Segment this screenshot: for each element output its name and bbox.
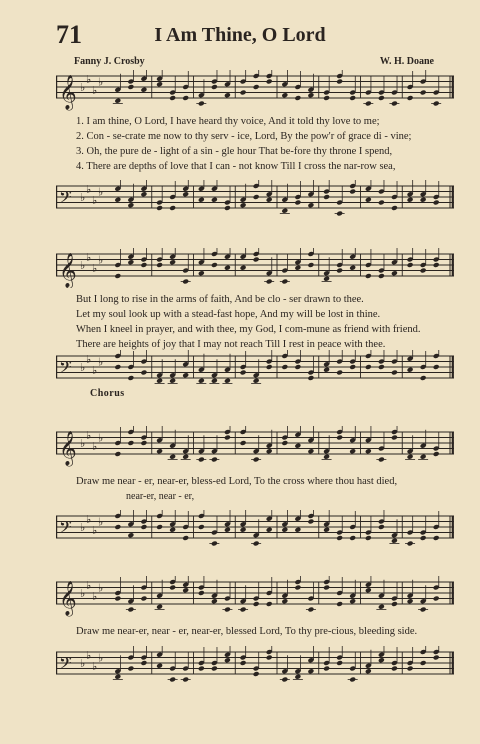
verse-line-1: 1. I am thine, O Lord, I have heard thy voice, And it told thy love to me; [76,116,380,127]
svg-text:♭: ♭ [80,521,86,534]
svg-text:♭: ♭ [98,431,104,445]
svg-text:♭: ♭ [86,512,92,526]
svg-text:♭: ♭ [92,589,98,603]
svg-text:𝄞: 𝄞 [59,581,77,616]
music-staff [56,646,454,694]
music-staff [56,510,454,558]
svg-text:♭: ♭ [98,581,104,595]
svg-text:♭: ♭ [86,648,92,662]
lyricist-credit: Fanny J. Crosby [74,56,145,67]
svg-text:𝄢: 𝄢 [59,357,72,381]
svg-text:♭: ♭ [92,363,98,377]
verses-block-1 [76,114,460,174]
svg-text:♭: ♭ [80,587,86,600]
verse-line-3: 3. Oh, the pure de - light of a sin - gle hour That be-fore thy throne I spend, [76,146,393,157]
music-staff [56,180,454,228]
verses-block-2 [76,292,460,352]
svg-text:♭: ♭ [92,193,98,207]
svg-text:𝄞: 𝄞 [59,75,77,110]
svg-text:♭: ♭ [86,250,92,264]
music-staff [56,576,454,620]
svg-text:𝄢: 𝄢 [59,517,72,541]
svg-text:♭: ♭ [92,83,98,97]
chorus-line-2: Draw me near-er, near - er, near-er, blessed Lord, To thy pre-cious, bleeding side. [76,626,418,637]
svg-text:♭: ♭ [92,439,98,453]
verse-line-2: Let my soul look up with a stead-fast hope, And my will be lost in thine. [76,309,381,320]
svg-text:♭: ♭ [92,659,98,673]
svg-text:♭: ♭ [98,355,104,369]
chorus-echo-line: near-er, near - er, [126,491,195,502]
composer-credit: W. H. Doane [379,56,434,67]
svg-text:♭: ♭ [86,352,92,366]
music-staff [56,70,454,114]
hymn-title: I Am Thine, O Lord [154,24,326,46]
svg-text:♭: ♭ [80,437,86,450]
verse-line-1: But I long to rise in the arms of faith, And be clo - ser drawn to thee. [76,294,364,305]
svg-text:♭: ♭ [92,261,98,275]
svg-text:𝄞: 𝄞 [59,431,77,466]
chorus-line-1: Draw me near - er, near-er, bless-ed Lord, To the cross where thou hast died, [76,476,398,487]
music-staff [56,248,454,288]
svg-text:♭: ♭ [86,72,92,86]
verse-line-3: When I kneel in prayer, and with thee, my God, I com-mune as friend with friend. [76,324,421,335]
svg-text:♭: ♭ [86,428,92,442]
svg-text:♭: ♭ [98,651,104,665]
svg-text:𝄢: 𝄢 [59,653,72,677]
svg-text:♭: ♭ [98,185,104,199]
svg-text:♭: ♭ [80,81,86,94]
svg-text:♭: ♭ [98,253,104,267]
svg-text:♭: ♭ [80,191,86,204]
svg-text:♭: ♭ [86,578,92,592]
chorus-label: Chorus [90,388,125,399]
verse-line-2: 2. Con - se-crate me now to thy serv - ice, Lord, By the pow'r of grace di - vine; [76,131,412,142]
svg-text:♭: ♭ [86,182,92,196]
svg-text:𝄞: 𝄞 [59,253,77,288]
verse-line-4: 4. There are depths of love that I can - not know Till I cross the nar-row sea, [76,161,396,172]
svg-text:♭: ♭ [80,361,86,374]
svg-text:♭: ♭ [80,259,86,272]
svg-text:𝄢: 𝄢 [59,187,72,211]
verse-line-4: There are heights of joy that I may not reach Till I rest in peace with thee. [76,339,386,350]
svg-text:♭: ♭ [98,515,104,529]
svg-text:♭: ♭ [80,657,86,670]
music-staff [56,426,454,470]
svg-text:♭: ♭ [98,75,104,89]
svg-text:♭: ♭ [92,523,98,537]
hymn-number: 71 [56,20,82,49]
